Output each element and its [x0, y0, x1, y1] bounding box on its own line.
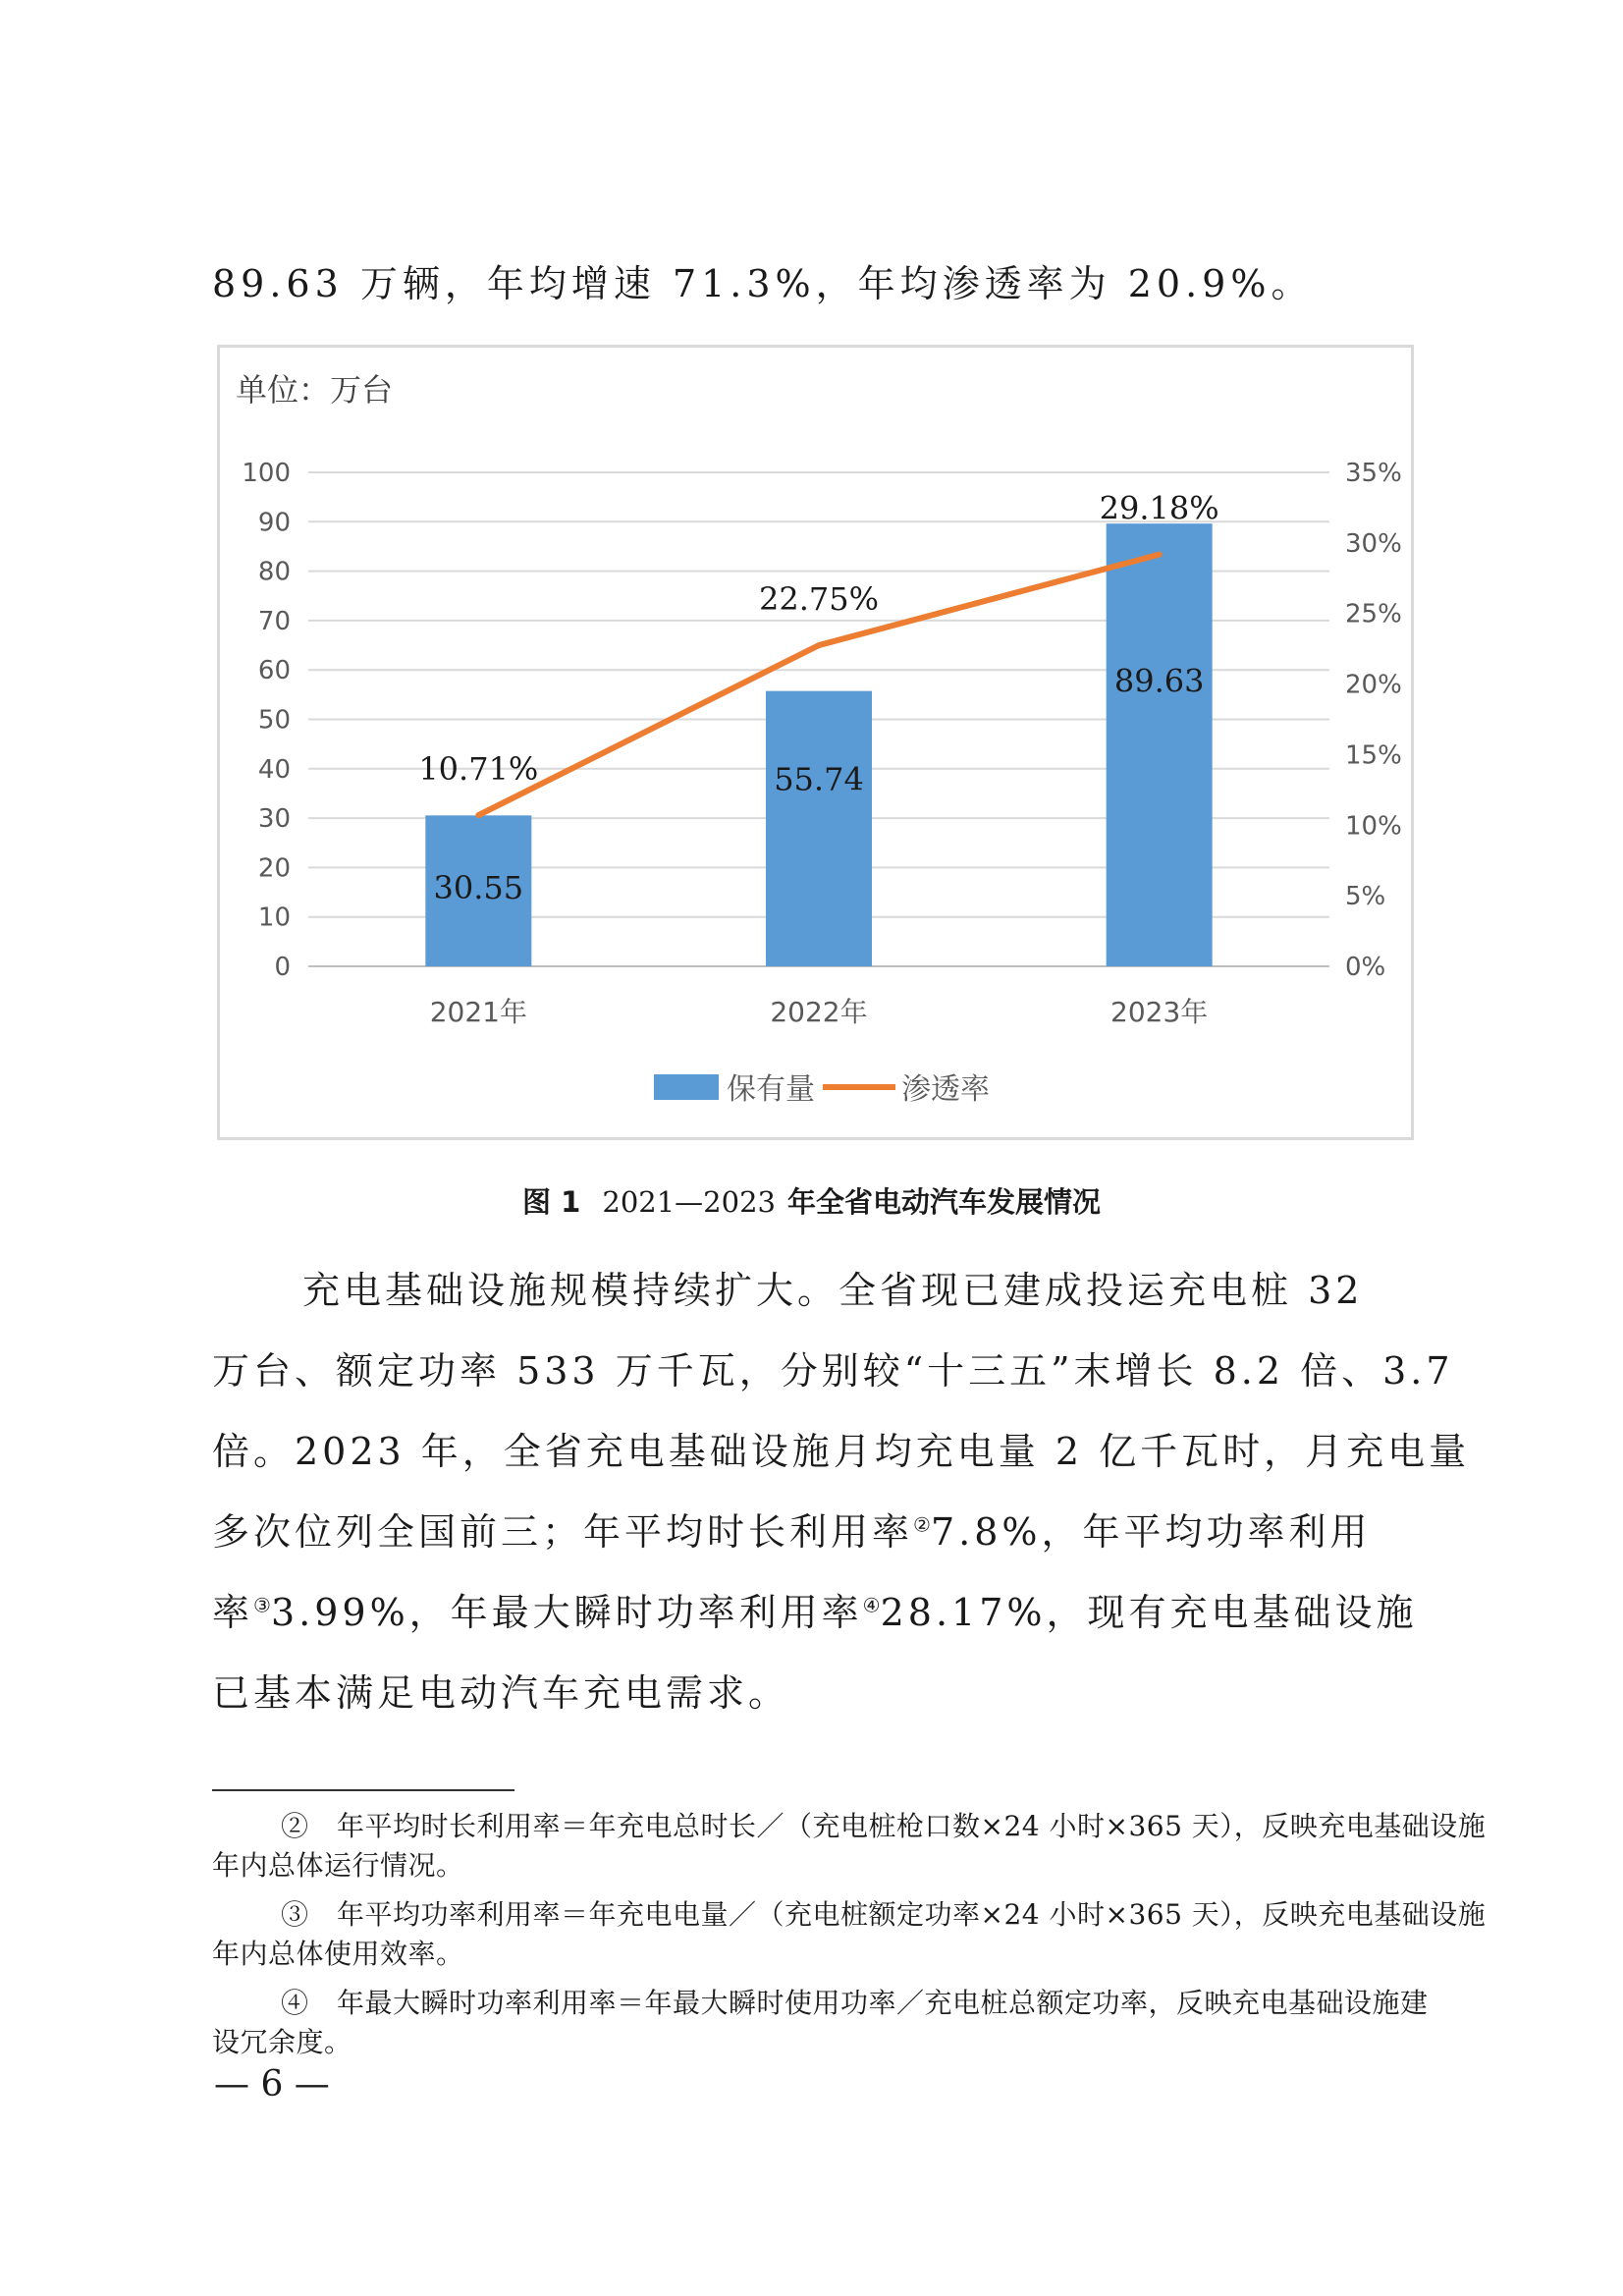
footnote-4-line-2: 设冗余度。	[212, 2026, 352, 2058]
bar-data-label: 89.63	[1113, 662, 1205, 700]
legend-swatch-bar	[654, 1074, 719, 1100]
left-axis-tick-label: 90	[257, 508, 291, 538]
right-axis-tick-label: 35%	[1345, 459, 1402, 488]
footnote-ref-4: ④	[862, 1593, 881, 1617]
paragraph-line-3: 倍。2023 年，全省充电基础设施月均充电量 2 亿千瓦时，月充电量	[212, 1430, 1471, 1473]
bar-2022年	[766, 691, 872, 966]
paragraph-line-2: 万台、额定功率 533 万千瓦，分别较“十三五”末增长 8.2 倍、3.7	[212, 1349, 1454, 1393]
footnote-3-line-2: 年内总体使用效率。	[212, 1938, 464, 1970]
line-data-label: 10.71%	[418, 750, 539, 789]
footnote-3-line-1: ③ 年平均功率利用率＝年充电电量／（充电桩额定功率×24 小时×365 天），反映充电基础设施	[281, 1898, 1487, 1931]
footnote-2-line-2: 年内总体运行情况。	[212, 1849, 464, 1882]
right-axis-tick-label: 25%	[1345, 599, 1402, 629]
bar-2023年	[1107, 523, 1213, 966]
figure-caption	[0, 1180, 1623, 1221]
paragraph-line-5b: 3.99%，年最大瞬时功率利用率	[270, 1591, 863, 1634]
intro-line: 89.63 万辆，年均增速 71.3%，年均渗透率为 20.9%。	[212, 262, 1314, 305]
right-axis-tick-label: 15%	[1345, 740, 1402, 771]
chart-unit-label: 单位：万台	[236, 371, 394, 409]
paragraph-line-4b: 7.8%，年平均功率利用	[930, 1510, 1372, 1554]
paragraph-line-5a: 率	[212, 1591, 254, 1634]
line-data-label: 22.75%	[758, 580, 880, 619]
left-axis-tick-label: 0	[274, 953, 291, 982]
left-axis-tick-label: 60	[257, 656, 291, 686]
left-axis-tick-label: 20	[257, 853, 291, 884]
left-axis-tick-label: 80	[257, 557, 291, 587]
figure-caption-prefix: 图 1	[521, 1185, 581, 1219]
paragraph-line-4a: 多次位列全国前三；年平均时长利用率	[212, 1510, 914, 1554]
right-axis-tick-label: 30%	[1345, 528, 1402, 559]
x-axis-category-label: 2022年	[770, 996, 868, 1028]
page-number: — 6 —	[214, 2064, 330, 2105]
paragraph-line-5c: 28.17%，现有充电基础设施	[880, 1591, 1418, 1634]
paragraph-line-1: 充电基础设施规模持续扩大。全省现已建成投运充电桩 32	[302, 1269, 1364, 1312]
paragraph-line-4	[212, 1502, 1372, 1556]
left-axis-tick-label: 70	[257, 606, 291, 636]
bar-data-label: 30.55	[433, 868, 524, 906]
chart-frame	[217, 345, 1414, 1140]
bar-data-label: 55.74	[774, 760, 864, 798]
footnote-2-line-1: ② 年平均时长利用率＝年充电总时长／（充电桩枪口数×24 小时×365 天），反映充电基础设施	[281, 1810, 1487, 1842]
legend-label-bar: 保有量	[727, 1072, 815, 1107]
figure-caption-years: 2021—2023	[602, 1185, 776, 1219]
left-axis-tick-label: 40	[257, 754, 291, 785]
left-axis-tick-label: 30	[257, 804, 291, 835]
paragraph-line-5	[212, 1582, 1418, 1636]
right-axis-tick-label: 20%	[1345, 670, 1402, 700]
right-axis-tick-label: 10%	[1345, 811, 1402, 842]
footnote-divider	[212, 1789, 514, 1791]
left-axis-tick-label: 50	[257, 705, 291, 736]
left-axis-tick-label: 10	[257, 902, 291, 933]
right-axis-tick-label: 0%	[1345, 953, 1386, 982]
ev-development-chart	[220, 348, 1411, 1137]
legend-label-line: 渗透率	[901, 1072, 990, 1107]
footnote-ref-2: ②	[913, 1512, 931, 1537]
footnote-4-line-1: ④ 年最大瞬时功率利用率＝年最大瞬时使用功率／充电桩总额定功率，反映充电基础设施建	[281, 1987, 1429, 2019]
x-axis-category-label: 2021年	[429, 996, 527, 1028]
x-axis-category-label: 2023年	[1110, 996, 1209, 1028]
figure-caption-title: 年全省电动汽车发展情况	[786, 1185, 1101, 1219]
paragraph-line-6: 已基本满足电动汽车充电需求。	[212, 1671, 790, 1715]
left-axis-tick-label: 100	[242, 459, 291, 488]
line-data-label: 29.18%	[1099, 489, 1219, 527]
right-axis-tick-label: 5%	[1345, 882, 1386, 912]
footnote-ref-3: ③	[253, 1593, 271, 1617]
